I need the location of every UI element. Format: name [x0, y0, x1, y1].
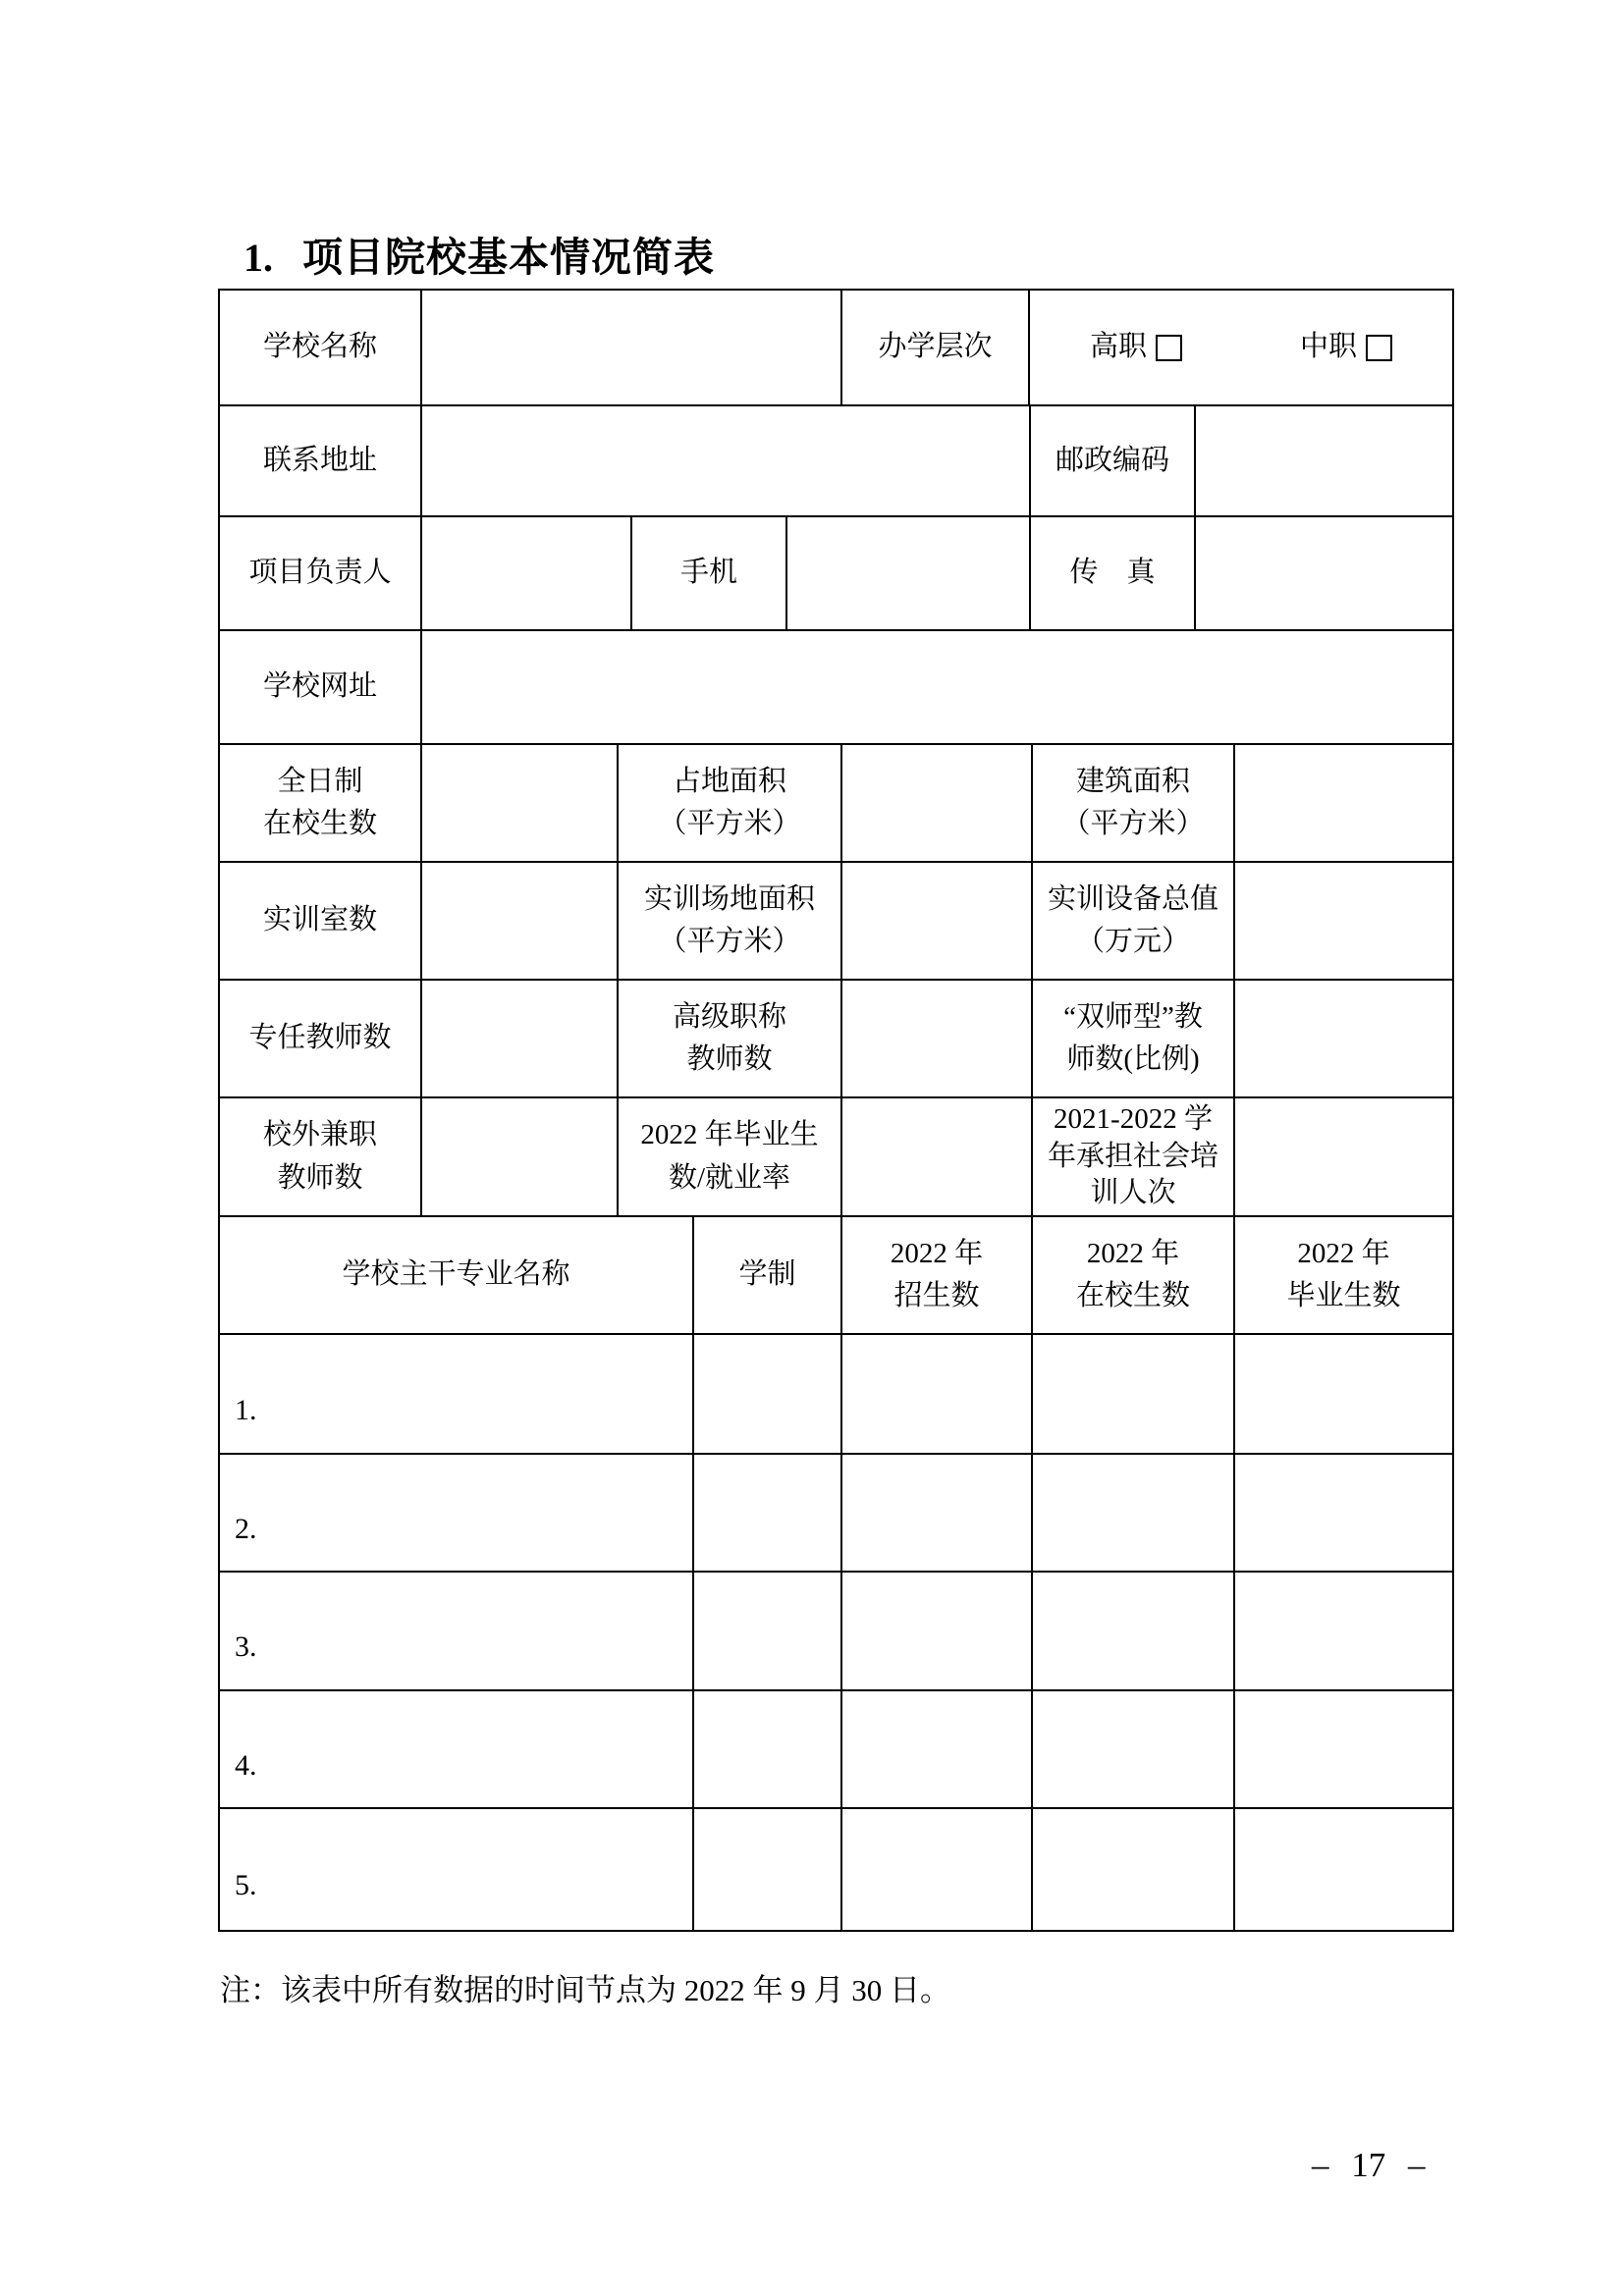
section-title-text: 项目院校基本情况简表 [302, 234, 715, 281]
major-4-enrollment-field[interactable] [842, 1691, 1033, 1807]
major-duration-header: 学制 [694, 1217, 842, 1333]
basic-info-table [218, 289, 1454, 1932]
row-website [220, 631, 1452, 745]
major-2-current-students-field[interactable] [1033, 1455, 1235, 1571]
major-2-duration-field[interactable] [694, 1455, 842, 1571]
row-major-4 [220, 1691, 1452, 1809]
project-leader-field[interactable] [422, 517, 632, 629]
social-training-field[interactable] [1235, 1098, 1452, 1215]
training-rooms-label: 实训室数 [220, 863, 422, 979]
postal-code-label: 邮政编码 [1031, 406, 1196, 515]
major-4-graduates-field[interactable] [1235, 1691, 1452, 1807]
major-enrollment-header: 2022 年 招生数 [842, 1217, 1033, 1333]
contact-address-field[interactable] [422, 406, 1031, 515]
row-major-3 [220, 1573, 1452, 1691]
school-level-options [1030, 291, 1452, 404]
row-major-1 [220, 1335, 1452, 1455]
postal-code-field[interactable] [1196, 406, 1452, 515]
mobile-label: 手机 [632, 517, 787, 629]
training-rooms-field[interactable] [422, 863, 619, 979]
major-3-graduates-field[interactable] [1235, 1573, 1452, 1689]
fulltime-teachers-label: 专任教师数 [220, 981, 422, 1096]
major-5-name-field[interactable] [220, 1809, 694, 1930]
major-current-students-header: 2022 年 在校生数 [1033, 1217, 1235, 1333]
major-1-current-students-field[interactable] [1033, 1335, 1235, 1453]
major-1-enrollment-field[interactable] [842, 1335, 1033, 1453]
row-major-2 [220, 1455, 1452, 1573]
mobile-field[interactable] [787, 517, 1031, 629]
land-area-field[interactable] [842, 745, 1033, 861]
row-training-rooms [220, 863, 1452, 981]
major-4-name-field[interactable] [220, 1691, 694, 1807]
double-qualified-field[interactable] [1235, 981, 1452, 1096]
row-project-leader [220, 517, 1452, 631]
social-training-label: 2021-2022 学 年承担社会培 训人次 [1033, 1098, 1235, 1215]
major-3-name-field[interactable] [220, 1573, 694, 1689]
major-1-duration-field[interactable] [694, 1335, 842, 1453]
website-label: 学校网址 [220, 631, 422, 743]
table-footnote: 注：该表中所有数据的时间节点为 2022 年 9 月 30 日。 [220, 1973, 950, 2007]
level-secondary-label: 中职 [1300, 331, 1358, 363]
major-5-enrollment-field[interactable] [842, 1809, 1033, 1930]
major-2-enrollment-field[interactable] [842, 1455, 1033, 1571]
secondary-vocational-checkbox[interactable] [1366, 335, 1392, 361]
double-qualified-label: “双师型”教 师数(比例) [1033, 981, 1235, 1096]
page-number: – 17 – [1312, 2146, 1426, 2184]
equipment-value-label: 实训设备总值 （万元） [1033, 863, 1235, 979]
major-3-current-students-field[interactable] [1033, 1573, 1235, 1689]
major-3-enrollment-field[interactable] [842, 1573, 1033, 1689]
major-4-current-students-field[interactable] [1033, 1691, 1235, 1807]
major-name-header: 学校主干专业名称 [220, 1217, 694, 1333]
major-5-serial: 5. [235, 1869, 257, 1901]
major-5-graduates-field[interactable] [1235, 1809, 1452, 1930]
major-2-graduates-field[interactable] [1235, 1455, 1452, 1571]
row-fulltime-teachers [220, 981, 1452, 1098]
building-area-label: 建筑面积 （平方米） [1033, 745, 1235, 861]
fax-field[interactable] [1196, 517, 1452, 629]
major-2-serial: 2. [235, 1512, 257, 1545]
project-leader-label: 项目负责人 [220, 517, 422, 629]
senior-teachers-label: 高级职称 教师数 [619, 981, 842, 1096]
major-5-duration-field[interactable] [694, 1809, 842, 1930]
school-level-label: 办学层次 [842, 291, 1030, 404]
school-name-label: 学校名称 [220, 291, 422, 404]
section-title [244, 234, 715, 281]
row-fulltime-students [220, 745, 1452, 863]
row-external-teachers [220, 1098, 1452, 1217]
school-name-field[interactable] [422, 291, 842, 404]
major-3-serial: 3. [235, 1630, 257, 1663]
land-area-label: 占地面积 （平方米） [619, 745, 842, 861]
major-1-serial: 1. [235, 1393, 257, 1426]
higher-vocational-checkbox[interactable] [1156, 335, 1182, 361]
equipment-value-field[interactable] [1235, 863, 1452, 979]
row-major-5 [220, 1809, 1452, 1930]
major-1-name-field[interactable] [220, 1335, 694, 1453]
level-option-secondary-vocational [1300, 326, 1392, 369]
training-area-field[interactable] [842, 863, 1033, 979]
major-3-duration-field[interactable] [694, 1573, 842, 1689]
major-5-current-students-field[interactable] [1033, 1809, 1235, 1930]
level-option-higher-vocational [1090, 326, 1182, 369]
section-title-number: 1. [244, 236, 273, 280]
fulltime-students-field[interactable] [422, 745, 619, 861]
level-higher-label: 高职 [1089, 331, 1147, 363]
external-teachers-field[interactable] [422, 1098, 619, 1215]
row-contact-address [220, 406, 1452, 517]
major-1-graduates-field[interactable] [1235, 1335, 1452, 1453]
external-teachers-label: 校外兼职 教师数 [220, 1098, 422, 1215]
training-area-label: 实训场地面积 （平方米） [619, 863, 842, 979]
contact-address-label: 联系地址 [220, 406, 422, 515]
major-4-duration-field[interactable] [694, 1691, 842, 1807]
fulltime-students-label: 全日制 在校生数 [220, 745, 422, 861]
major-4-serial: 4. [235, 1748, 257, 1782]
building-area-field[interactable] [1235, 745, 1452, 861]
graduates-2022-field[interactable] [842, 1098, 1033, 1215]
fax-label: 传 真 [1031, 517, 1196, 629]
fulltime-teachers-field[interactable] [422, 981, 619, 1096]
row-school-name [220, 291, 1452, 406]
website-field[interactable] [422, 631, 1452, 743]
row-major-header [220, 1217, 1452, 1335]
senior-teachers-field[interactable] [842, 981, 1033, 1096]
major-2-name-field[interactable] [220, 1455, 694, 1571]
major-graduates-header: 2022 年 毕业生数 [1286, 1237, 1401, 1311]
graduates-2022-label: 2022 年毕业生 数/就业率 [619, 1098, 842, 1215]
